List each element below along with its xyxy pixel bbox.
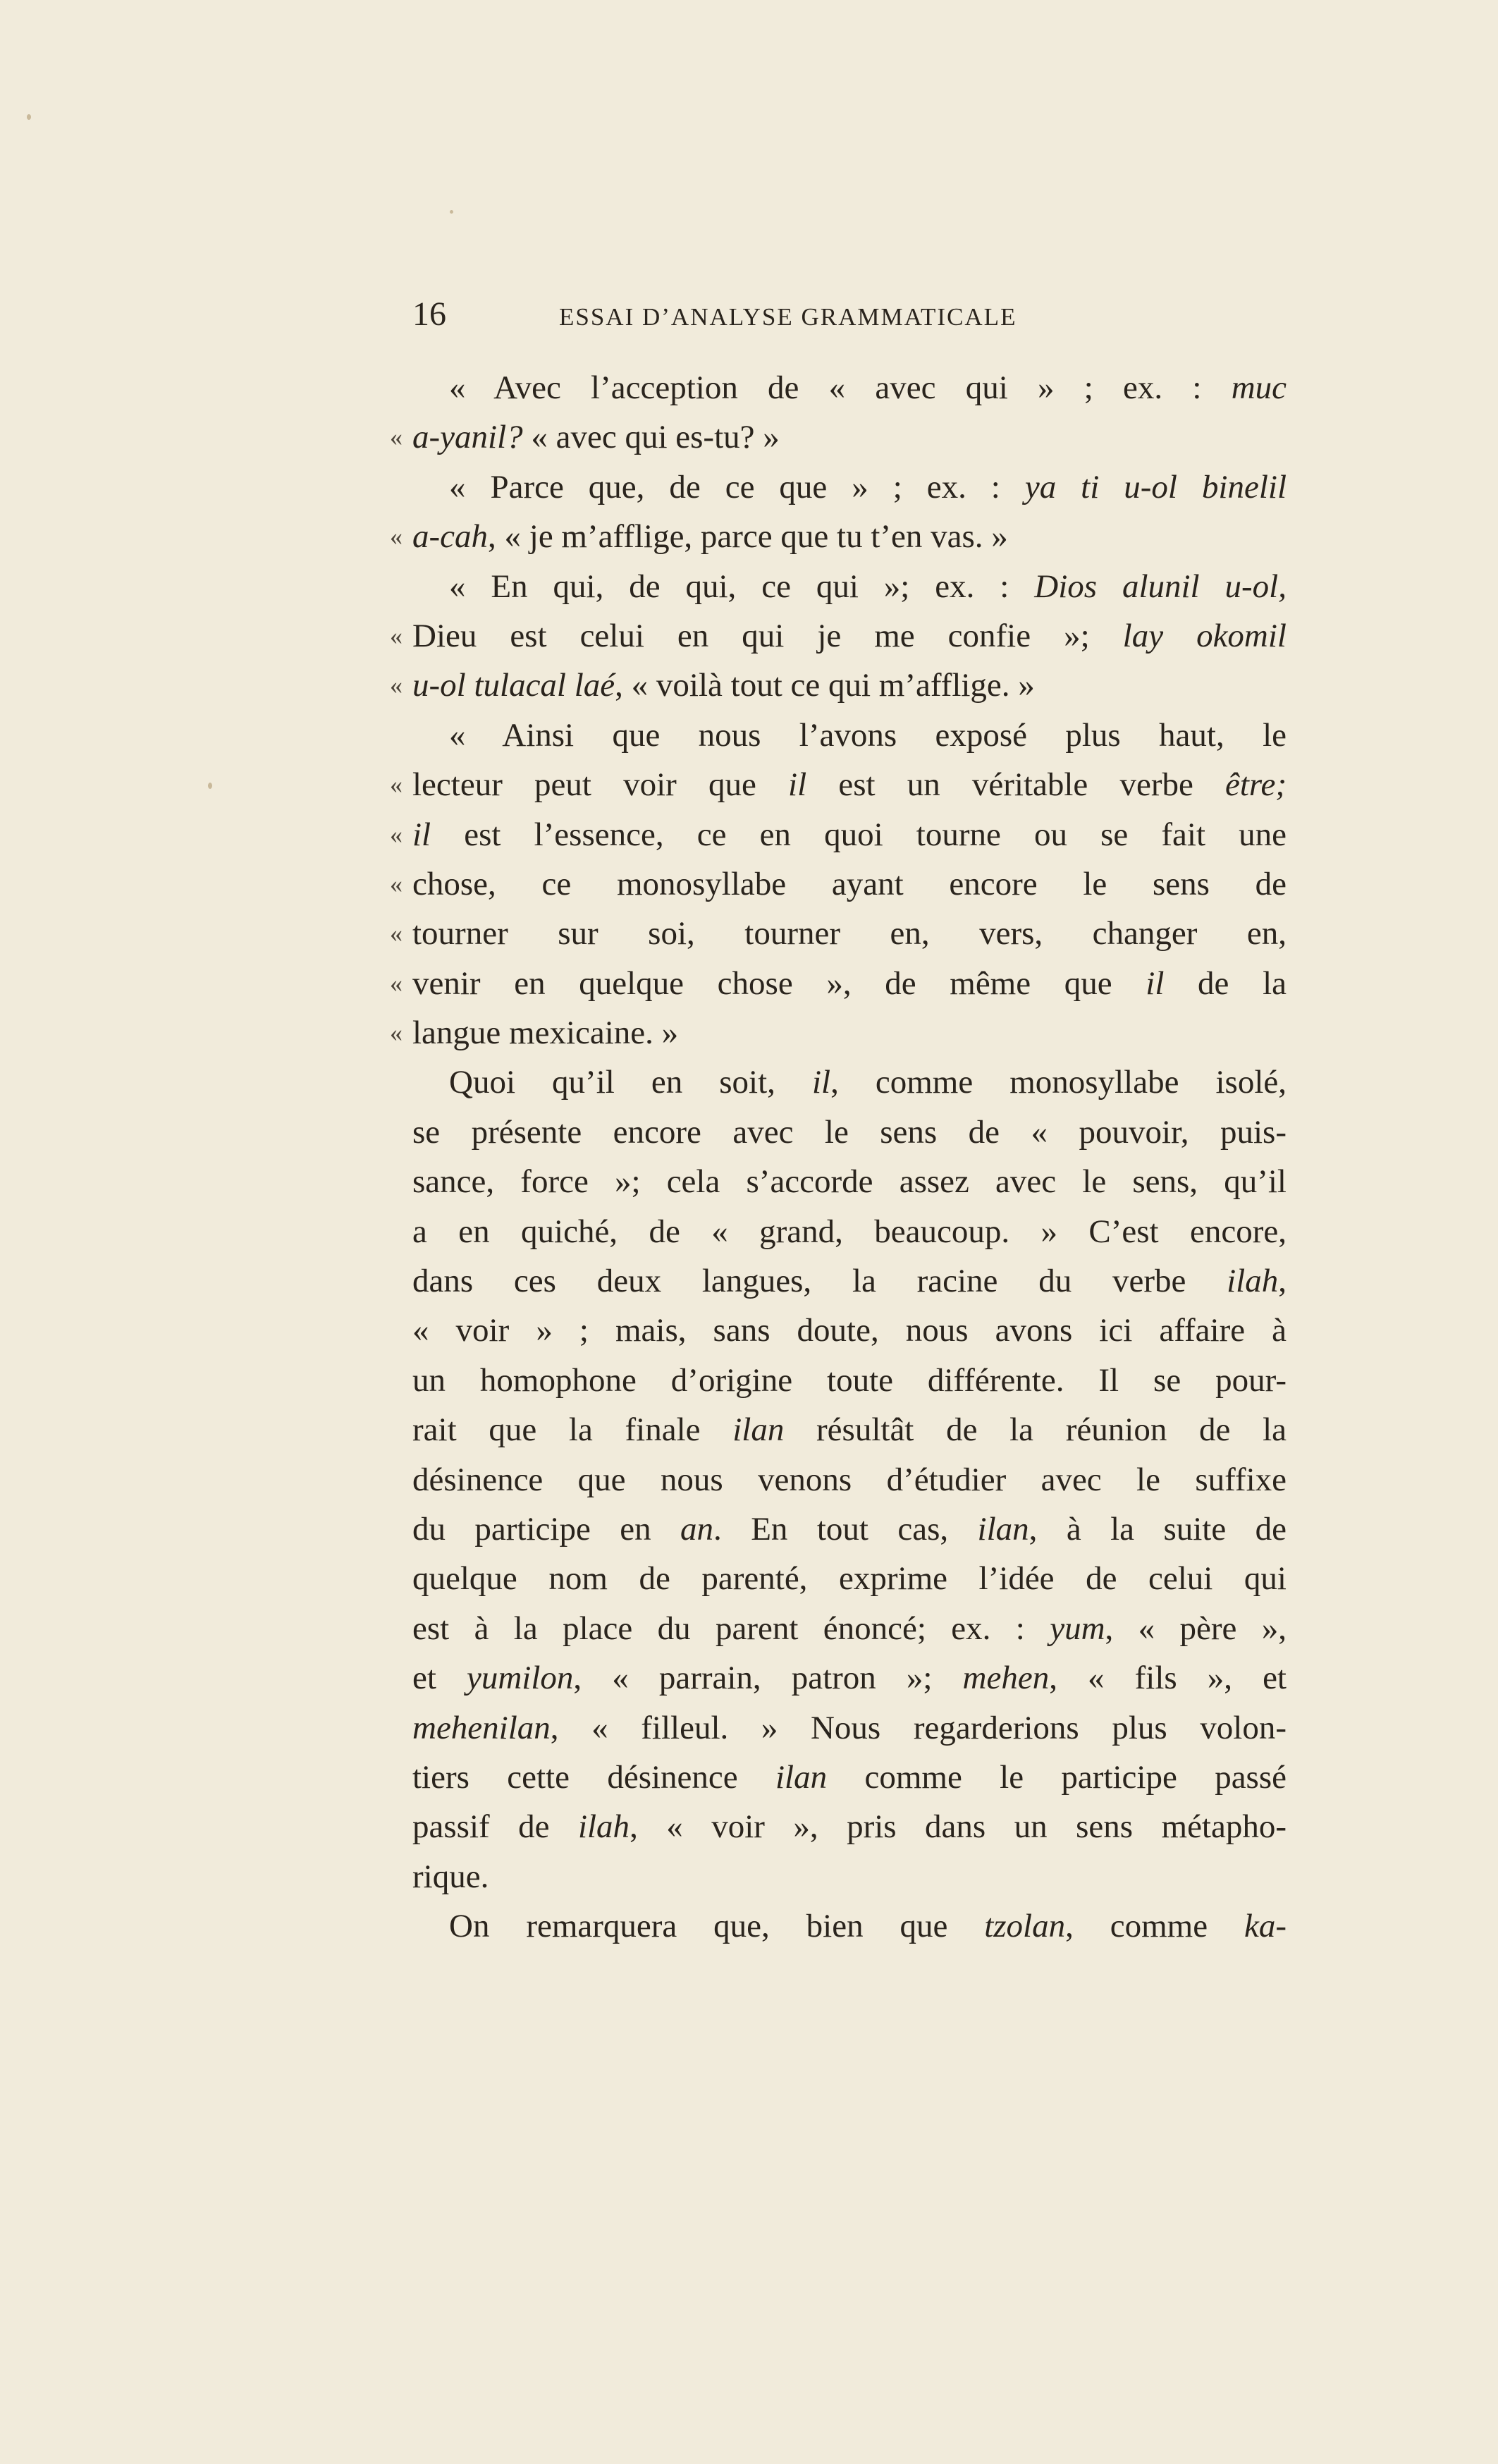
text-line <box>412 1703 1287 1753</box>
continuation-quote-mark: « <box>390 771 403 799</box>
line-text: « Avec l’acception de « avec qui » ; ex. : muc <box>449 369 1287 406</box>
text-line <box>412 1306 1287 1355</box>
text-line <box>412 1753 1287 1802</box>
line-text: lecteur peut voir que il est un véritable verbe être; <box>412 766 1287 804</box>
line-text: tiers cette désinence ilan comme le participe passé <box>412 1758 1287 1796</box>
continuation-quote-mark: « <box>390 423 403 452</box>
paper-speck <box>27 114 31 120</box>
continuation-quote-mark: « <box>390 522 403 551</box>
text-line <box>390 512 1287 561</box>
line-text: dans ces deux langues, la racine du verbe ilah, <box>412 1263 1287 1300</box>
body-text <box>390 363 1287 1951</box>
line-text: a-cah, « je m’afflige, parce que tu t’en vas. » <box>412 518 1008 556</box>
continuation-quote-mark: « <box>390 671 403 700</box>
text-line <box>412 1256 1287 1306</box>
paper-speck <box>450 210 453 214</box>
line-text: sance, force »; cela s’accorde assez avec le sens, qu’il <box>412 1163 1287 1201</box>
text-line <box>390 661 1287 710</box>
text-line <box>390 959 1287 1008</box>
line-text: u-ol tulacal laé, « voilà tout ce qui m’afflige. » <box>412 667 1035 704</box>
text-line <box>390 760 1287 809</box>
continuation-quote-mark: « <box>390 869 403 898</box>
line-text: « Ainsi que nous l’avons exposé plus haut, le <box>449 716 1287 754</box>
line-text: chose, ce monosyllabe ayant encore le sens de <box>412 865 1287 902</box>
text-line <box>412 562 1287 611</box>
text-line <box>412 1455 1287 1504</box>
line-text: Quoi qu’il en soit, il, comme monosyllabe isolé, <box>449 1064 1287 1101</box>
line-text: a-yanil? « avec qui es-tu? » <box>412 419 780 456</box>
text-line <box>412 1852 1287 1901</box>
line-text: un homophone d’origine toute différente. Il se pour- <box>412 1361 1287 1399</box>
line-text: passif de ilah, « voir », pris dans un sens métapho- <box>412 1808 1287 1846</box>
text-line <box>390 909 1287 958</box>
text-line <box>412 1157 1287 1206</box>
text-line <box>412 1653 1287 1703</box>
line-text: et yumilon, « parrain, patron »; mehen, « fils », et <box>412 1660 1287 1697</box>
running-title: ESSAI D’ANALYSE GRAMMATICALE <box>559 303 1017 331</box>
text-line <box>412 1058 1287 1107</box>
text-line <box>390 810 1287 859</box>
text-line <box>412 1207 1287 1256</box>
text-line <box>412 1405 1287 1454</box>
continuation-quote-mark: « <box>390 919 403 948</box>
text-line <box>412 1604 1287 1653</box>
line-text: est à la place du parent énoncé; ex. : yum, « père », <box>412 1610 1287 1647</box>
text-line <box>412 1901 1287 1951</box>
text-line <box>412 711 1287 760</box>
line-text: désinence que nous venons d’étudier avec le suffixe <box>412 1461 1287 1498</box>
line-text: quelque nom de parenté, exprime l’idée de celui qui <box>412 1560 1287 1598</box>
line-text: se présente encore avec le sens de « pouvoir, puis- <box>412 1113 1287 1151</box>
line-text: langue mexicaine. » <box>412 1015 679 1052</box>
line-text: « En qui, de qui, ce qui »; ex. : Dios alunil u-ol, <box>449 568 1287 605</box>
continuation-quote-mark: « <box>390 820 403 849</box>
text-line <box>412 462 1287 512</box>
text-line <box>390 1008 1287 1058</box>
continuation-quote-mark: « <box>390 969 403 998</box>
line-text: « Parce que, de ce que » ; ex. : ya ti u-ol binelil <box>449 468 1287 505</box>
line-text: rique. <box>412 1858 489 1895</box>
text-line <box>390 859 1287 909</box>
line-text: a en quiché, de « grand, beaucoup. » C’est encore, <box>412 1213 1287 1250</box>
line-text: On remarquera que, bien que tzolan, comme ka- <box>449 1908 1287 1945</box>
line-text: « voir » ; mais, sans doute, nous avons ici affaire à <box>412 1312 1287 1349</box>
line-text: tourner sur soi, tourner en, vers, changer en, <box>412 915 1287 952</box>
line-text: rait que la finale ilan résultât de la réunion de la <box>412 1411 1287 1449</box>
continuation-quote-mark: « <box>390 1019 403 1048</box>
text-line <box>390 412 1287 462</box>
continuation-quote-mark: « <box>390 621 403 650</box>
text-line <box>412 1108 1287 1157</box>
text-line <box>390 611 1287 661</box>
line-text: du participe en an. En tout cas, ilan, à la suite de <box>412 1510 1287 1547</box>
line-text: Dieu est celui en qui je me confie »; lay okomil <box>412 617 1287 654</box>
paper-speck <box>208 783 212 789</box>
text-line <box>412 1356 1287 1405</box>
text-line <box>412 1504 1287 1554</box>
page-header <box>412 295 1287 337</box>
line-text: mehenilan, « filleul. » Nous regarderions plus volon- <box>412 1709 1287 1746</box>
text-line <box>412 1554 1287 1603</box>
text-line <box>412 363 1287 412</box>
text-line <box>412 1802 1287 1851</box>
line-text: venir en quelque chose », de même que il de la <box>412 964 1287 1002</box>
line-text: il est l’essence, ce en quoi tourne ou se fait une <box>412 816 1287 853</box>
page-number: 16 <box>412 295 446 333</box>
